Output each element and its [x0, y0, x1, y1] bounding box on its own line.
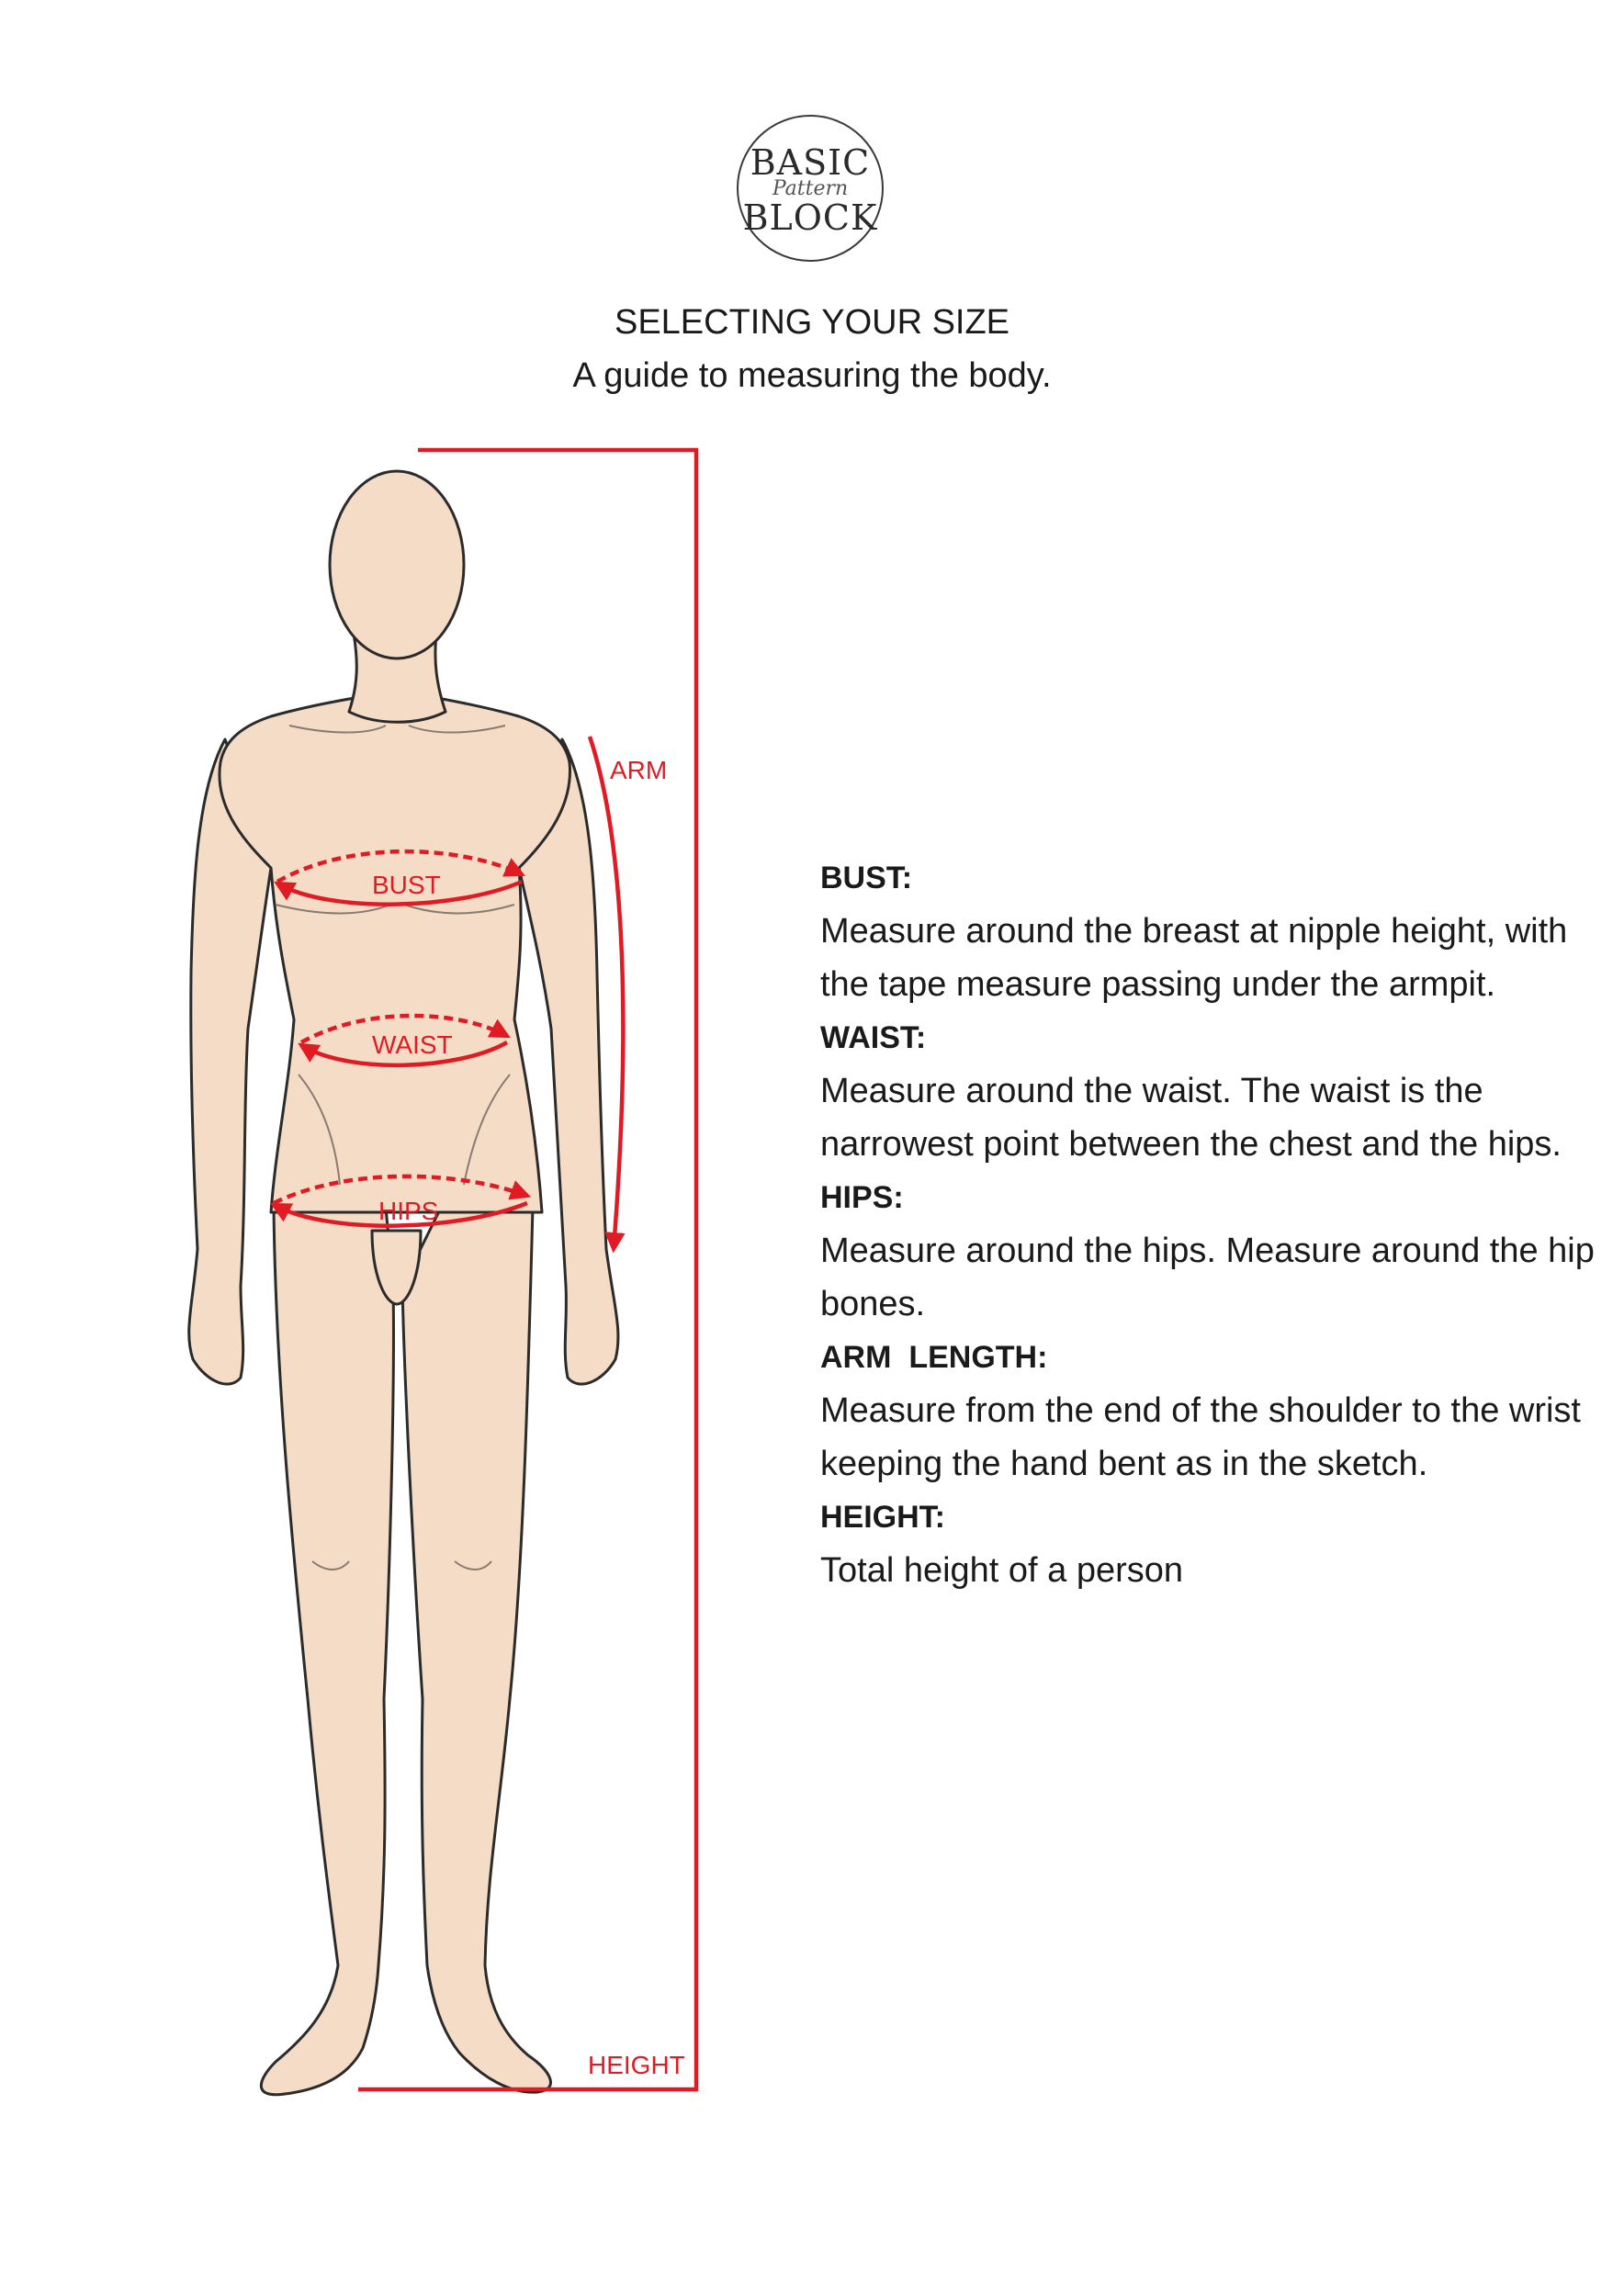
- guide-heading: HIPS:: [820, 1180, 904, 1215]
- right-leg: [402, 1208, 550, 2092]
- guide-hips: [820, 1171, 1610, 1331]
- human-figure: [189, 471, 618, 2095]
- logo-line-1: BASIC: [750, 142, 871, 183]
- head: [330, 471, 464, 658]
- guide-body: Measure around the hips. Measure around the hip bones.: [820, 1232, 1595, 1323]
- guide-heading: HEIGHT:: [820, 1500, 945, 1535]
- page-title: SELECTING YOUR SIZE: [614, 303, 1010, 342]
- left-leg: [261, 1208, 393, 2095]
- guide-body: Measure around the waist. The waist is the narrowest point between the chest and the hips.: [820, 1072, 1562, 1164]
- waist-label: WAIST: [372, 1030, 453, 1059]
- arm-label: ARM: [610, 756, 668, 784]
- guide-body: Measure around the breast at nipple height, with the tape measure passing under the armpit.: [820, 912, 1568, 1004]
- guide-body: Measure from the end of the shoulder to the wrist keeping the hand bent as in the sketch.: [820, 1391, 1581, 1483]
- torso: [220, 693, 570, 1212]
- guide-heading: WAIST:: [820, 1020, 927, 1055]
- logo-line-3: BLOCK: [742, 197, 878, 238]
- guide-arm-length: [820, 1331, 1610, 1491]
- height-label: HEIGHT: [588, 2051, 685, 2079]
- guide-bust: [820, 851, 1610, 1011]
- page-subtitle: A guide to measuring the body.: [572, 356, 1052, 395]
- bust-label: BUST: [372, 871, 441, 899]
- guide-heading: BUST:: [820, 861, 913, 895]
- guide-waist: [820, 1011, 1610, 1171]
- hips-label: HIPS: [378, 1197, 439, 1225]
- guide-height: [820, 1491, 1610, 1597]
- logo-line-2: Pattern: [772, 177, 849, 200]
- guide-heading: ARM LENGTH:: [820, 1340, 1048, 1375]
- measurement-guide: [820, 851, 1610, 1597]
- guide-body: Total height of a person: [820, 1551, 1184, 1590]
